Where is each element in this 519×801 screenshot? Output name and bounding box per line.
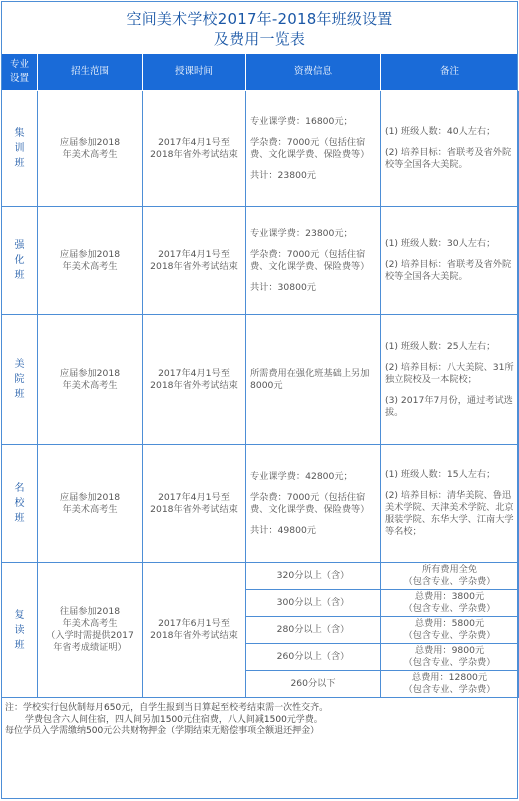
fee-info: [246, 91, 381, 207]
fee-line: 共计：49800元: [250, 524, 316, 536]
class-fee-table: [1, 53, 519, 698]
header-class: 专业 设置: [2, 54, 38, 91]
header-scope: 招生范围: [38, 54, 143, 91]
course-period: 2017年6月1号至 2018年省外考试结束: [143, 563, 246, 698]
title-line-2: 及费用一览表: [213, 30, 306, 48]
tier-fee: 总费用：5800元 （包含专业、学杂费）: [381, 617, 519, 644]
footnote-line: 每位学员入学需缴纳500元公共财物押金（学期结束无赔偿事项全额退还押金）: [5, 726, 320, 736]
tier-fee: 总费用：12800元 （包含专业、学杂费）: [381, 671, 519, 698]
course-period: 2017年4月1号至 2018年省外考试结束: [143, 207, 246, 315]
table-row: [2, 445, 519, 563]
header-time: 授课时间: [143, 54, 246, 91]
fee-line: 专业课学费：42800元；: [250, 470, 353, 482]
remarks: [381, 91, 519, 207]
fee-line: 共计：30800元: [250, 281, 316, 293]
remark-line: (2) 培养目标：八大美院、31所独立院校及一本院校；: [385, 361, 514, 385]
fee-line: 学杂费：7000元（包括住宿费、文化课学费、保险费等）: [250, 136, 370, 160]
fee-info: [246, 207, 381, 315]
fee-line: 所需费用在强化班基础上另加8000元: [250, 367, 370, 391]
fee-schedule-page: [1, 1, 518, 799]
footnote: [1, 698, 518, 738]
remarks: [381, 315, 519, 445]
remark-line: (3) 2017年7月份，通过考试选拔。: [385, 394, 513, 418]
class-name: 集 训 班: [2, 91, 38, 207]
tier-fee: 所有费用全免 （包含专业、学杂费）: [381, 563, 519, 590]
tier-fee: 总费用：3800元 （包含专业、学杂费）: [381, 590, 519, 617]
remark-line: (1) 班级人数：15人左右；: [385, 469, 496, 480]
fee-line: 专业课学费：23800元；: [250, 227, 353, 239]
class-name: 复 读 班: [2, 563, 38, 698]
fee-line: 学杂费：7000元（包括住宿费、文化课学费、保险费等）: [250, 248, 370, 272]
table-row: [2, 315, 519, 445]
table-row: [2, 91, 519, 207]
course-period: 2017年4月1号至 2018年省外考试结束: [143, 445, 246, 563]
remarks: [381, 207, 519, 315]
enrollment-scope: 应届参加2018 年美术高考生: [38, 445, 143, 563]
header-notes: 备注: [381, 54, 519, 91]
score-tier: 320分以上（含）: [246, 563, 381, 590]
fee-info: [246, 445, 381, 563]
enrollment-scope: 应届参加2018 年美术高考生: [38, 315, 143, 445]
tier-fee: 总费用：9800元 （包含专业、学杂费）: [381, 644, 519, 671]
remark-line: (1) 班级人数：25人左右；: [385, 340, 496, 352]
remarks: [381, 445, 519, 563]
fee-line: 专业课学费：16800元；: [250, 115, 353, 127]
remark-line: (2) 培养目标：清华美院、鲁迅美术学院、天津美术学院、北京服装学院、东华大学、江南大学等名校；: [385, 490, 514, 537]
score-tier: 280分以上（含）: [246, 617, 381, 644]
footnote-line: 学费包含六人间住宿，四人间另加1500元住宿费，八人间减1500元学费。: [25, 714, 323, 725]
header-fees: 资费信息: [246, 54, 381, 91]
course-period: 2017年4月1号至 2018年省外考试结束: [143, 91, 246, 207]
remark-line: (1) 班级人数：30人左右；: [385, 238, 496, 249]
remark-line: (1) 班级人数：40人左右；: [385, 126, 496, 137]
class-name: 名 校 班: [2, 445, 38, 563]
footnote-line: 注：学校实行包伙制每月650元，自学生报到当日算起至校考结束需一次性交齐。: [5, 703, 329, 713]
enrollment-scope: 往届参加2018 年美术高考生 （入学时需提供2017 年省考成绩证明）: [38, 563, 143, 698]
score-tier: 260分以下: [246, 671, 381, 698]
remark-line: (2) 培养目标：省联考及省外院校等全国各大美院。: [385, 259, 512, 282]
fee-line: 学杂费：7000元（包括住宿费、文化课学费、保险费等）: [250, 491, 370, 515]
fee-line: 共计：23800元: [250, 169, 316, 181]
title-line-1: 空间美术学校2017年-2018年班级设置: [126, 10, 393, 28]
remark-line: (2) 培养目标：省联考及省外院校等全国各大美院。: [385, 147, 512, 170]
page-title: [1, 1, 518, 53]
enrollment-scope: 应届参加2018 年美术高考生: [38, 207, 143, 315]
table-header-row: [2, 54, 519, 91]
score-tier: 300分以上（含）: [246, 590, 381, 617]
class-name: 美 院 班: [2, 315, 38, 445]
enrollment-scope: 应届参加2018 年美术高考生: [38, 91, 143, 207]
score-tier: 260分以上（含）: [246, 644, 381, 671]
table-row: [2, 207, 519, 315]
table-row: [2, 563, 519, 590]
course-period: 2017年4月1号至 2018年省外考试结束: [143, 315, 246, 445]
fee-info: [246, 315, 381, 445]
class-name: 强 化 班: [2, 207, 38, 315]
